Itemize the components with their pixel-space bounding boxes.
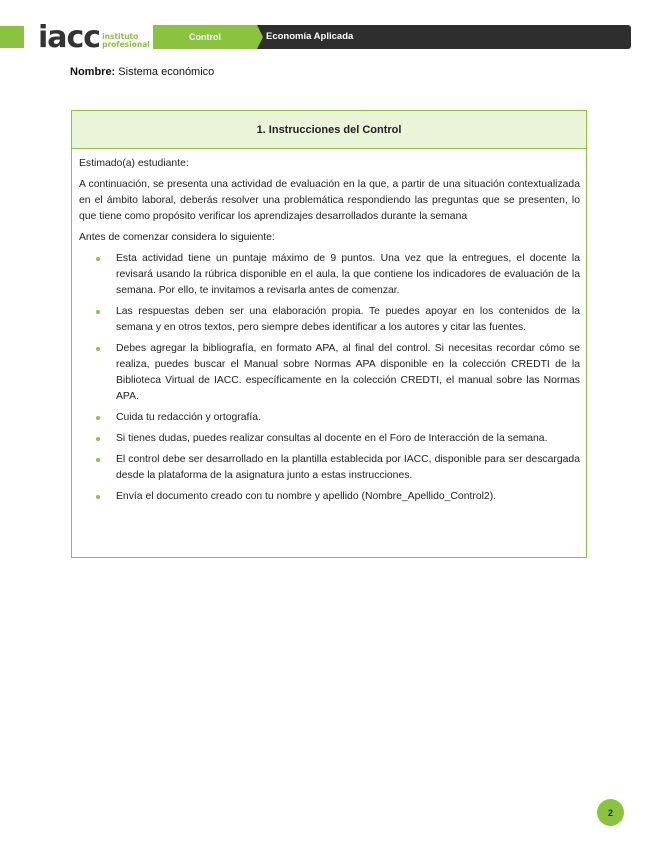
bullet-icon — [96, 437, 100, 441]
logo-word: iacc — [38, 20, 101, 55]
list-item — [116, 452, 580, 484]
list-item-text: Las respuestas deben ser una elaboración propia. Te puedes apoyar en los contenidos de la semana y en otros textos, pero siempre debes identificar a los autores y citar las fuentes. — [116, 306, 580, 333]
instructions-box — [71, 110, 587, 558]
course-title: Economía Aplicada — [266, 31, 354, 42]
bullet-icon — [96, 458, 100, 462]
list-item — [116, 341, 580, 405]
greeting: Estimado(a) estudiante: — [79, 158, 189, 169]
list-item — [116, 489, 580, 505]
bullet-icon — [96, 416, 100, 420]
brand-square — [0, 26, 24, 48]
bullet-icon — [96, 310, 100, 314]
list-item — [116, 410, 580, 426]
bullet-icon — [96, 347, 100, 351]
logo-sub-2: profesional — [102, 40, 150, 49]
logo-sub-1: instituto — [102, 32, 139, 41]
list-item-text: Esta actividad tiene un puntaje máximo de 9 puntos. Una vez que la entregues, el docente la revisará usando la rúbrica disponible en el aula, la que contiene los indicadores de evaluación de la semana. Por ello, te invitamos a revisarla antes de comenzar. — [116, 253, 580, 296]
name-label: Nombre: — [70, 66, 116, 78]
bullet-icon — [96, 495, 100, 499]
logo-subtitle — [102, 33, 150, 49]
intro-paragraph: A continuación, se presenta una actividad de evaluación en la que, a partir de una situación contextualizada en el ámbito laboral, deberás resolver una problemática respondiendo las preguntas que se presenten, lo que tiene como propósito verificar los aprendizajes desarrollados durante la semana — [79, 179, 580, 222]
header-bar — [153, 25, 631, 49]
instructions-title: 1. Instrucciones del Control — [72, 111, 586, 149]
list-item — [116, 251, 580, 299]
instructions-list — [79, 251, 580, 505]
bullet-icon — [96, 257, 100, 261]
list-item-text: Envía el documento creado con tu nombre y apellido (Nombre_Apellido_Control2). — [116, 491, 497, 502]
name-value: Sistema económico — [118, 66, 215, 78]
list-item — [116, 304, 580, 336]
tab-arrow — [257, 25, 263, 49]
list-item-text: El control debe ser desarrollado en la plantilla establecida por IACC, disponible para ser descargada desde la plataforma de la asignatura junto a estas instrucciones. — [116, 454, 580, 481]
iacc-logo — [38, 20, 150, 55]
list-item-text: Cuida tu redacción y ortografía. — [116, 412, 261, 423]
list-item-text: Si tienes dudas, puedes realizar consultas al docente en el Foro de Interacción de la semana. — [116, 433, 548, 444]
page-number: 2 — [597, 799, 624, 826]
instructions-body — [72, 149, 586, 505]
student-name-line — [70, 66, 214, 78]
lead-text: Antes de comenzar considera lo siguiente: — [79, 232, 275, 243]
list-item-text: Debes agregar la bibliografía, en formato APA, al final del control. Si necesitas recordar cómo se realiza, puedes buscar el Manual sobre Normas APA disponible en la colección CREDTI de la Biblioteca Virtual de IACC. específicamente en la colección CREDTI, el manual sobre las Normas APA. — [116, 343, 580, 402]
tab-control: Control — [153, 25, 257, 49]
list-item — [116, 431, 580, 447]
